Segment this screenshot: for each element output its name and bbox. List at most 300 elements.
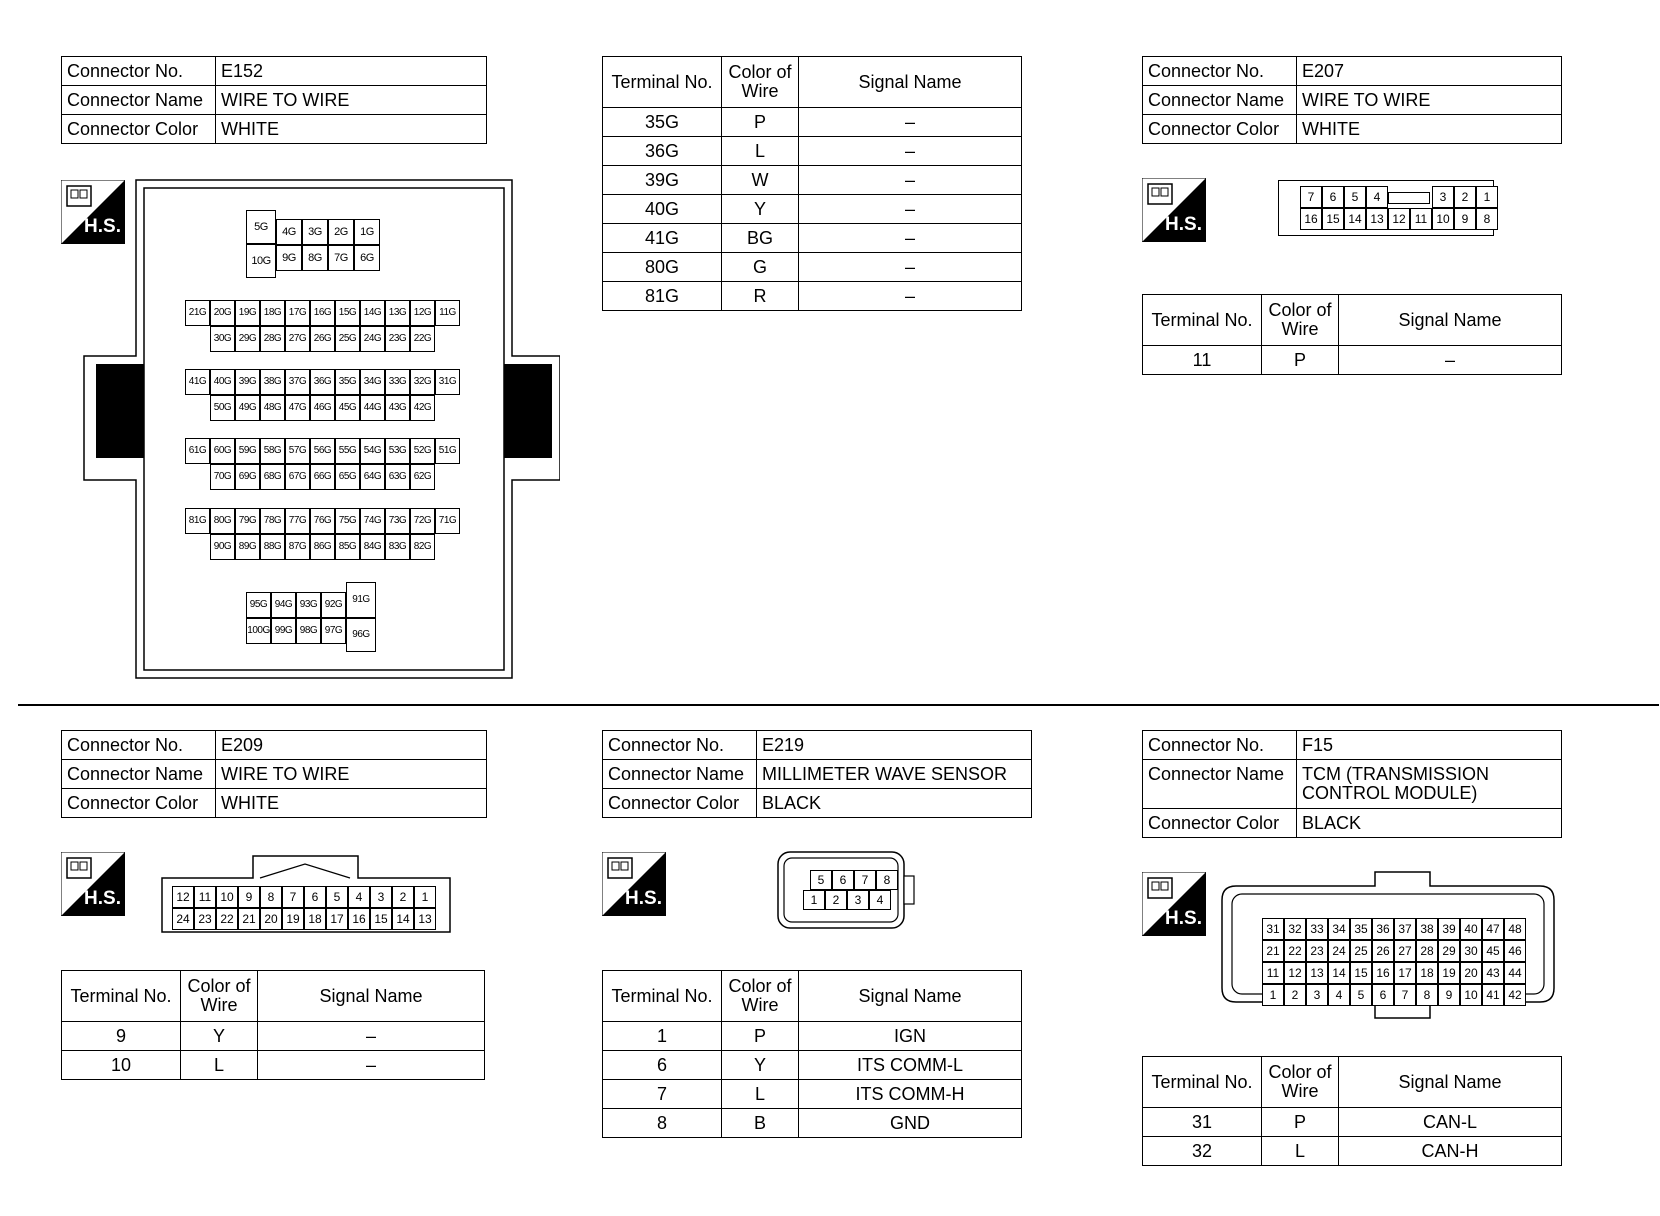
pin-cell: 8 (876, 870, 898, 890)
wire-color: BG (722, 224, 799, 253)
pin-cell: 99G (271, 618, 296, 644)
pin-cell: 12 (1388, 208, 1410, 230)
pin-cell: 98G (296, 618, 321, 644)
pin-cell: 30G (210, 326, 235, 352)
pin-cell: 31G (435, 369, 460, 395)
pin-cell: 15 (1322, 208, 1344, 230)
pin-cell: 15 (370, 908, 392, 930)
e219-terminal-table (602, 970, 1022, 1138)
terminal-no: 8 (603, 1109, 722, 1138)
section-divider (18, 704, 1659, 706)
pin-cell: 25G (335, 326, 360, 352)
e209-terminal-table (61, 970, 485, 1080)
pin-cell: 22 (1284, 940, 1306, 962)
hs-label: H.S. (84, 216, 121, 237)
pin-cell: 21G (185, 300, 210, 326)
pin-cell: 8 (260, 886, 282, 908)
info-value: E209 (216, 731, 487, 760)
terminal-no: 41G (603, 224, 722, 253)
terminal-row (603, 1051, 1022, 1080)
key-slot (1388, 192, 1430, 204)
terminal-no: 1 (603, 1022, 722, 1051)
pin-cell: 67G (285, 464, 310, 490)
pin-cell: 7G (328, 245, 354, 271)
pin-cell: 42G (410, 395, 435, 421)
wire-color: P (722, 108, 799, 137)
info-key: Connector Name (62, 86, 216, 115)
terminal-no: 9 (62, 1022, 181, 1051)
pin-cell: 23 (194, 908, 216, 930)
pin-cell: 55G (335, 438, 360, 464)
info-value: BLACK (1297, 809, 1562, 838)
pin-cell: 23G (385, 326, 410, 352)
terminal-row (603, 108, 1022, 137)
signal-name: GND (799, 1109, 1022, 1138)
f15-info-table (1142, 730, 1562, 838)
hs-label: H.S. (1165, 214, 1202, 235)
pin-cell: 35 (1350, 918, 1372, 940)
info-key: Connector Name (1143, 86, 1297, 115)
signal-name: – (799, 137, 1022, 166)
pin-cell: 7 (1300, 186, 1322, 208)
pin-cell: 24 (1328, 940, 1350, 962)
info-key: Connector Color (62, 115, 216, 144)
info-value: TCM (TRANSMISSION CONTROL MODULE) (1297, 760, 1562, 809)
terminal-row (1143, 1108, 1562, 1137)
signal-name: CAN-H (1339, 1137, 1562, 1166)
pin-cell: 48 (1504, 918, 1526, 940)
f15-terminal-table (1142, 1056, 1562, 1166)
pin-cell: 7 (282, 886, 304, 908)
terminal-no: 39G (603, 166, 722, 195)
pin-cell: 38G (260, 369, 285, 395)
pin-cell: 86G (310, 534, 335, 560)
pin-cell: 32G (410, 369, 435, 395)
pin-cell: 4 (869, 890, 891, 910)
pin-cell: 88G (260, 534, 285, 560)
signal-name: – (799, 224, 1022, 253)
col-signal-name: Signal Name (1339, 295, 1562, 346)
pin-cell: 84G (360, 534, 385, 560)
pin-cell: 47G (285, 395, 310, 421)
pin-cell: 27G (285, 326, 310, 352)
pin-cell: 19G (235, 300, 260, 326)
pin-cell: 64G (360, 464, 385, 490)
pin-cell: 7 (1394, 984, 1416, 1006)
pin-cell: 6 (304, 886, 326, 908)
signal-name: – (799, 282, 1022, 311)
pin-cell: 58G (260, 438, 285, 464)
pin-cell: 25 (1350, 940, 1372, 962)
pin-cell: 45G (335, 395, 360, 421)
pin-cell: 85G (335, 534, 360, 560)
wire-color: Y (181, 1022, 258, 1051)
wire-color: L (722, 1080, 799, 1109)
info-key: Connector Color (1143, 809, 1297, 838)
pin-cell: 27 (1394, 940, 1416, 962)
pin-cell: 32 (1284, 918, 1306, 940)
pin-cell: 50G (210, 395, 235, 421)
pin-cell: 9G (276, 245, 302, 271)
pin-cell: 14 (392, 908, 414, 930)
pin-cell: 56G (310, 438, 335, 464)
pin-cell: 44G (360, 395, 385, 421)
pin-cell: 7 (854, 870, 876, 890)
wire-color: L (1262, 1137, 1339, 1166)
wire-color: Y (722, 195, 799, 224)
pin-cell: 23 (1306, 940, 1328, 962)
terminal-no: 35G (603, 108, 722, 137)
pin-cell: 37 (1394, 918, 1416, 940)
pin-cell: 34 (1328, 918, 1350, 940)
col-terminal-no: Terminal No. (1143, 1057, 1262, 1108)
pin-cell: 6 (1372, 984, 1394, 1006)
pin-cell: 4 (1366, 186, 1388, 208)
col-terminal-no: Terminal No. (603, 971, 722, 1022)
pin-cell: 9 (1438, 984, 1460, 1006)
pin-cell: 10 (1432, 208, 1454, 230)
pin-cell: 5G (246, 210, 276, 244)
terminal-no: 81G (603, 282, 722, 311)
info-value: E219 (757, 731, 1032, 760)
pin-cell: 18 (1416, 962, 1438, 984)
pin-cell: 60G (210, 438, 235, 464)
pin-cell: 83G (385, 534, 410, 560)
pin-cell: 8 (1476, 208, 1498, 230)
terminal-row (1143, 346, 1562, 375)
signal-name: – (799, 108, 1022, 137)
info-key: Connector Name (62, 760, 216, 789)
pin-cell: 3 (1432, 186, 1454, 208)
pin-cell: 2 (1454, 186, 1476, 208)
signal-name: – (258, 1022, 485, 1051)
col-wire-color: Color of Wire (722, 57, 799, 108)
col-wire-color: Color of Wire (1262, 295, 1339, 346)
pin-cell: 29G (235, 326, 260, 352)
pin-cell: 6G (354, 245, 380, 271)
pin-cell: 20G (210, 300, 235, 326)
wire-color: P (1262, 1108, 1339, 1137)
pin-cell: 96G (346, 618, 376, 652)
wire-color: Y (722, 1051, 799, 1080)
info-key: Connector Color (1143, 115, 1297, 144)
info-key: Connector No. (1143, 731, 1297, 760)
pin-cell: 87G (285, 534, 310, 560)
pin-cell: 4G (276, 219, 302, 245)
pin-cell: 93G (296, 592, 321, 618)
pin-cell: 8 (1416, 984, 1438, 1006)
info-value: WIRE TO WIRE (1297, 86, 1562, 115)
pin-cell: 33 (1306, 918, 1328, 940)
pin-cell: 82G (410, 534, 435, 560)
pin-cell: 95G (246, 592, 271, 618)
info-key: Connector No. (603, 731, 757, 760)
pin-cell: 41 (1482, 984, 1504, 1006)
col-terminal-no: Terminal No. (1143, 295, 1262, 346)
pin-cell: 6 (832, 870, 854, 890)
pin-cell: 36G (310, 369, 335, 395)
pin-cell: 68G (260, 464, 285, 490)
e207-terminal-table (1142, 294, 1562, 375)
signal-name: – (799, 195, 1022, 224)
pin-cell: 21 (238, 908, 260, 930)
pin-cell: 5 (1344, 186, 1366, 208)
pin-cell: 90G (210, 534, 235, 560)
wire-color: G (722, 253, 799, 282)
pin-cell: 78G (260, 508, 285, 534)
pin-cell: 16 (1372, 962, 1394, 984)
pin-cell: 100G (246, 618, 271, 644)
e152-terminal-table (602, 56, 1022, 311)
info-key: Connector Color (603, 789, 757, 818)
signal-name: ITS COMM-L (799, 1051, 1022, 1080)
pin-cell: 54G (360, 438, 385, 464)
info-value: MILLIMETER WAVE SENSOR (757, 760, 1032, 789)
signal-name: IGN (799, 1022, 1022, 1051)
pin-cell: 16 (348, 908, 370, 930)
wire-color: B (722, 1109, 799, 1138)
pin-cell: 44 (1504, 962, 1526, 984)
pin-cell: 19 (282, 908, 304, 930)
pin-cell: 3 (847, 890, 869, 910)
col-terminal-no: Terminal No. (603, 57, 722, 108)
col-wire-color: Color of Wire (181, 971, 258, 1022)
col-wire-color: Color of Wire (1262, 1057, 1339, 1108)
pin-cell: 13 (1306, 962, 1328, 984)
pin-cell: 28 (1416, 940, 1438, 962)
pin-cell: 1 (803, 890, 825, 910)
pin-cell: 10 (216, 886, 238, 908)
hs-badge (61, 852, 125, 916)
pin-cell: 26 (1372, 940, 1394, 962)
pin-cell: 97G (321, 618, 346, 644)
terminal-no: 7 (603, 1080, 722, 1109)
wire-color: P (722, 1022, 799, 1051)
info-value: BLACK (757, 789, 1032, 818)
terminal-row (62, 1022, 485, 1051)
pin-cell: 14G (360, 300, 385, 326)
pin-cell: 22G (410, 326, 435, 352)
hs-badge (602, 852, 666, 916)
hs-badge (1142, 872, 1206, 936)
pin-cell: 43G (385, 395, 410, 421)
terminal-no: 10 (62, 1051, 181, 1080)
info-value: WHITE (216, 115, 487, 144)
pin-cell: 34G (360, 369, 385, 395)
pin-cell: 1 (414, 886, 436, 908)
pin-cell: 17 (326, 908, 348, 930)
pin-cell: 36 (1372, 918, 1394, 940)
terminal-row (603, 195, 1022, 224)
pin-cell: 40 (1460, 918, 1482, 940)
wire-color: P (1262, 346, 1339, 375)
pin-cell: 46 (1504, 940, 1526, 962)
info-value: E152 (216, 57, 487, 86)
terminal-no: 36G (603, 137, 722, 166)
pin-cell: 92G (321, 592, 346, 618)
pin-cell: 9 (238, 886, 260, 908)
e152-info-table (61, 56, 487, 144)
terminal-row (603, 1080, 1022, 1109)
pin-cell: 94G (271, 592, 296, 618)
pin-cell: 37G (285, 369, 310, 395)
pin-cell: 53G (385, 438, 410, 464)
pin-cell: 21 (1262, 940, 1284, 962)
pin-cell: 24 (172, 908, 194, 930)
hs-badge (1142, 178, 1206, 242)
pin-cell: 43 (1482, 962, 1504, 984)
terminal-row (1143, 1137, 1562, 1166)
terminal-no: 6 (603, 1051, 722, 1080)
pin-cell: 16G (310, 300, 335, 326)
terminal-row (603, 224, 1022, 253)
pin-cell: 5 (326, 886, 348, 908)
pin-cell: 35G (335, 369, 360, 395)
pin-cell: 39G (235, 369, 260, 395)
info-value: WIRE TO WIRE (216, 760, 487, 789)
pin-cell: 20 (260, 908, 282, 930)
pin-cell: 11 (1262, 962, 1284, 984)
pin-cell: 5 (810, 870, 832, 890)
terminal-no: 31 (1143, 1108, 1262, 1137)
wire-color: L (181, 1051, 258, 1080)
terminal-no: 11 (1143, 346, 1262, 375)
pin-cell: 15 (1350, 962, 1372, 984)
pin-cell: 77G (285, 508, 310, 534)
pin-cell: 3G (302, 219, 328, 245)
pin-cell: 40G (210, 369, 235, 395)
info-value: WIRE TO WIRE (216, 86, 487, 115)
pin-cell: 46G (310, 395, 335, 421)
info-key: Connector Color (62, 789, 216, 818)
pin-cell: 13 (414, 908, 436, 930)
pin-cell: 76G (310, 508, 335, 534)
pin-cell: 4 (348, 886, 370, 908)
info-value: F15 (1297, 731, 1562, 760)
pin-cell: 1 (1262, 984, 1284, 1006)
pin-cell: 9 (1454, 208, 1476, 230)
signal-name: CAN-L (1339, 1108, 1562, 1137)
info-key: Connector No. (62, 57, 216, 86)
pin-cell: 51G (435, 438, 460, 464)
pin-cell: 1G (354, 219, 380, 245)
pin-cell: 70G (210, 464, 235, 490)
signal-name: – (258, 1051, 485, 1080)
pin-cell: 1 (1476, 186, 1498, 208)
pin-cell: 20 (1460, 962, 1482, 984)
info-key: Connector Name (603, 760, 757, 789)
info-value: WHITE (1297, 115, 1562, 144)
pin-cell: 39 (1438, 918, 1460, 940)
pin-cell: 63G (385, 464, 410, 490)
pin-cell: 18G (260, 300, 285, 326)
terminal-row (62, 1051, 485, 1080)
info-key: Connector Name (1143, 760, 1297, 809)
signal-name: – (1339, 346, 1562, 375)
terminal-row (603, 1109, 1022, 1138)
pin-cell: 3 (1306, 984, 1328, 1006)
pin-cell: 59G (235, 438, 260, 464)
pin-cell: 81G (185, 508, 210, 534)
pin-cell: 3 (370, 886, 392, 908)
pin-cell: 47 (1482, 918, 1504, 940)
pin-cell: 26G (310, 326, 335, 352)
pin-cell: 42 (1504, 984, 1526, 1006)
terminal-row (603, 137, 1022, 166)
terminal-row (603, 253, 1022, 282)
pin-cell: 12 (1284, 962, 1306, 984)
hs-label: H.S. (1165, 908, 1202, 929)
pin-cell: 30 (1460, 940, 1482, 962)
pin-cell: 38 (1416, 918, 1438, 940)
pin-cell: 66G (310, 464, 335, 490)
pin-cell: 71G (435, 508, 460, 534)
e209-info-table (61, 730, 487, 818)
pin-cell: 15G (335, 300, 360, 326)
pin-cell: 17G (285, 300, 310, 326)
pin-cell: 13G (385, 300, 410, 326)
pin-cell: 2 (1284, 984, 1306, 1006)
pin-cell: 10 (1460, 984, 1482, 1006)
pin-cell: 91G (346, 582, 376, 618)
pin-cell: 72G (410, 508, 435, 534)
pin-cell: 62G (410, 464, 435, 490)
pin-cell: 4 (1328, 984, 1350, 1006)
signal-name: – (799, 253, 1022, 282)
terminal-row (603, 1022, 1022, 1051)
pin-cell: 52G (410, 438, 435, 464)
info-value: E207 (1297, 57, 1562, 86)
pin-cell: 48G (260, 395, 285, 421)
pin-cell: 80G (210, 508, 235, 534)
pin-cell: 8G (302, 245, 328, 271)
terminal-no: 40G (603, 195, 722, 224)
pin-cell: 2G (328, 219, 354, 245)
terminal-row (603, 166, 1022, 195)
pin-cell: 11G (435, 300, 460, 326)
pin-cell: 45 (1482, 940, 1504, 962)
pin-cell: 24G (360, 326, 385, 352)
pin-cell: 14 (1328, 962, 1350, 984)
pin-cell: 2 (825, 890, 847, 910)
info-key: Connector No. (62, 731, 216, 760)
pin-cell: 14 (1344, 208, 1366, 230)
pin-cell: 10G (246, 244, 276, 278)
info-key: Connector No. (1143, 57, 1297, 86)
terminal-no: 80G (603, 253, 722, 282)
pin-cell: 79G (235, 508, 260, 534)
col-signal-name: Signal Name (258, 971, 485, 1022)
pin-cell: 33G (385, 369, 410, 395)
col-signal-name: Signal Name (799, 57, 1022, 108)
info-value: WHITE (216, 789, 487, 818)
signal-name: ITS COMM-H (799, 1080, 1022, 1109)
wire-color: L (722, 137, 799, 166)
pin-cell: 6 (1322, 186, 1344, 208)
hs-label: H.S. (625, 888, 662, 909)
col-signal-name: Signal Name (799, 971, 1022, 1022)
pin-cell: 31 (1262, 918, 1284, 940)
pin-cell: 18 (304, 908, 326, 930)
pin-cell: 49G (235, 395, 260, 421)
pin-cell: 5 (1350, 984, 1372, 1006)
terminal-no: 32 (1143, 1137, 1262, 1166)
pin-cell: 11 (1410, 208, 1432, 230)
pin-cell: 41G (185, 369, 210, 395)
pin-cell: 22 (216, 908, 238, 930)
pin-cell: 69G (235, 464, 260, 490)
pin-cell: 12G (410, 300, 435, 326)
